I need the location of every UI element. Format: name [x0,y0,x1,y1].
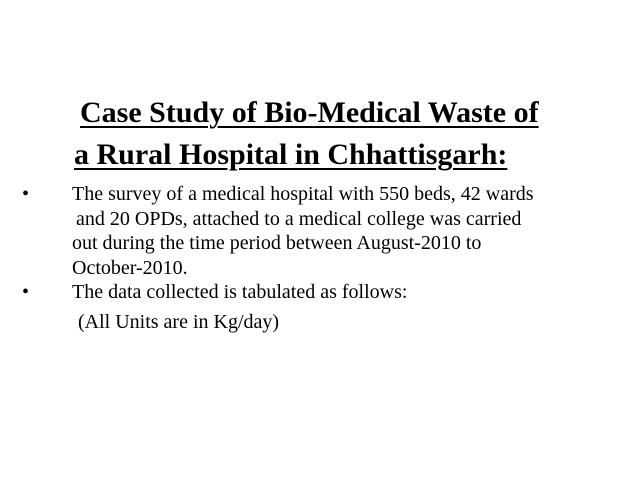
bullet-data-tabulated [22,280,622,305]
bullet-survey-description [22,182,622,280]
units-note: (All Units are in Kg/day) [78,310,280,333]
slide-body [22,182,622,334]
bullet-line: The survey of a medical hospital with 550 beds, 42 wards [72,183,534,205]
bullet-marker: • [22,183,30,205]
bullet-line: out during the time period between August-2010 to [72,232,482,254]
title-line-2: a Rural Hospital in Chhattisgarh: [74,138,508,171]
title-line-1: Case Study of Bio-Medical Waste of [80,96,539,129]
bullet-line: and 20 OPDs, attached to a medical college was carried [76,207,522,230]
bullet-marker: • [22,281,30,303]
bullet-line: The data collected is tabulated as follows: [72,281,408,303]
slide-title [74,92,614,176]
bullet-line: October-2010. [72,256,188,279]
